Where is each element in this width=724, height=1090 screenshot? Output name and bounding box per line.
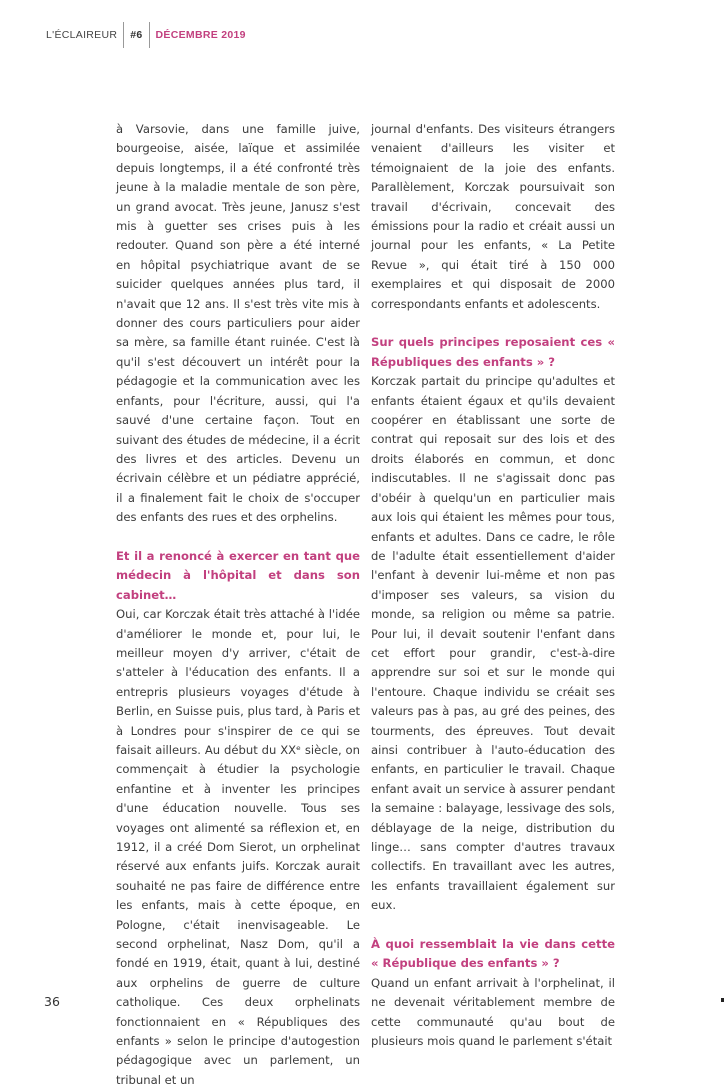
interview-question: Et il a renoncé à exercer en tant que médecin à l'hôpital et dans son cabinet…: [116, 548, 360, 602]
interview-question: Sur quels principes reposaient ces « Républiques des enfants » ?: [371, 335, 615, 369]
publication-name: L'ÉCLAIREUR: [46, 29, 118, 41]
interview-question: À quoi ressemblait la vie dans cette « République des enfants » ?: [371, 937, 615, 971]
page-header: [46, 22, 246, 48]
left-column: [116, 120, 360, 1090]
issue-number: #6: [130, 29, 143, 41]
interview-answer: Korczak partait du principe qu'adultes et enfants étaient égaux et qu'ils devaient coopérer en établissant une sorte de contrat qui reposait sur des lois et des droits élaborés en commun, et donc indiscutables. Il ne s'agissait donc pas d'obéir à quelqu'un en particulier mais aux lois qui étaient les mêmes pour tous, enfants et adultes. Dans ce cadre, le rôle de l'adulte était essentiellement d'aider l'enfant à devenir lui-même et non pas d'imposer ses valeurs, sa vision du monde, sa religion ou même sa patrie. Pour lui, il devait soutenir l'enfant dans cet effort pour grandir, c'est-à-dire apprendre sur soi et sur le monde qui l'entoure. Chaque individu se créait ses valeurs pas à pas, au gré des peines, des tourments, des épreuves. Tout devait ainsi contribuer à l'auto-éducation des enfants, en particulier le travail. Chaque enfant avait un service à assurer pendant la semaine : balayage, lessivage des sols, déblayage de la neige, distribution du linge… sans compter d'autres travaux collectifs. En travaillant avec les autres, les enfants travaillaient également sur eux.: [371, 374, 615, 913]
interview-answer: Quand un enfant arrivait à l'orphelinat, il ne devenait véritablement membre de cette communauté qu'au bout de plusieurs mois quand le parlement s'était: [371, 975, 615, 1049]
page-number: 36: [44, 994, 60, 1009]
header-divider: [123, 22, 124, 48]
header-divider: [149, 22, 150, 48]
issue-date: DÉCEMBRE 2019: [155, 29, 246, 41]
right-column: [371, 120, 615, 1051]
interview-answer: Oui, car Korczak était très attaché à l'idée d'améliorer le monde et, pour lui, le meilleur moyen d'y arriver, c'était de s'atteler à l'éducation des enfants. Il a entrepris plusieurs voyages d'étude à Berlin, en Suisse puis, plus tard, à Paris et à Londres pour s'inspirer de ce qui se faisait ailleurs. Au début du XXᵉ siècle, on commençait à étudier la psychologie enfantine et à inventer les principes d'une éducation nouvelle. Tous ses voyages ont alimenté sa réflexion et, en 1912, il a créé Dom Sierot, un orphelinat réservé aux enfants juifs. Korczak aurait souhaité ne pas faire de différence entre les enfants, mais à cette époque, en Pologne, c'était inenvisageable. Le second orphelinat, Nasz Dom, qu'il a fondé en 1919, était, quant à lui, destiné aux orphelins de guerre de culture catholique. Ces deux orphelinats fonctionnaient en « Républiques des enfants » selon le principe d'autogestion pédagogique avec un parlement, un tribunal et un: [116, 607, 360, 1087]
body-paragraph: à Varsovie, dans une famille juive, bourgeoise, aisée, laïque et assimilée depuis longtemps, il a été confronté très jeune à la maladie mentale de son père, un grand avocat. Très jeune, Janusz s'est mis à guetter ses crises puis à les redouter. Quand son père a été interné en hôpital psychiatrique avant de se suicider quelques années plus tard, il n'avait que 12 ans. Il s'est très vite mis à donner des cours particuliers pour aider sa mère, sa famille étant ruinée. C'est là qu'il s'est découvert un intérêt pour la pédagogie et la communication avec les enfants, pour l'écriture, aussi, qui l'a sauvé d'une certaine façon. Tout en suivant des études de médecine, il a écrit des livres et des articles. Devenu un écrivain célèbre et un pédiatre apprécié, il a finalement fait le choix de s'occuper des enfants des rues et des orphelins.: [116, 122, 360, 525]
body-paragraph: journal d'enfants. Des visiteurs étrangers venaient d'ailleurs les visiter et témoignaient de la joie des enfants. Parallèlement, Korczak poursuivait son travail d'écrivain, concevait des émissions pour la radio et créait aussi un journal pour les enfants, « La Petite Revue », qui était tiré à 150 000 exemplaires et qui disposait de 2000 correspondants enfants et adolescents.: [371, 122, 615, 311]
